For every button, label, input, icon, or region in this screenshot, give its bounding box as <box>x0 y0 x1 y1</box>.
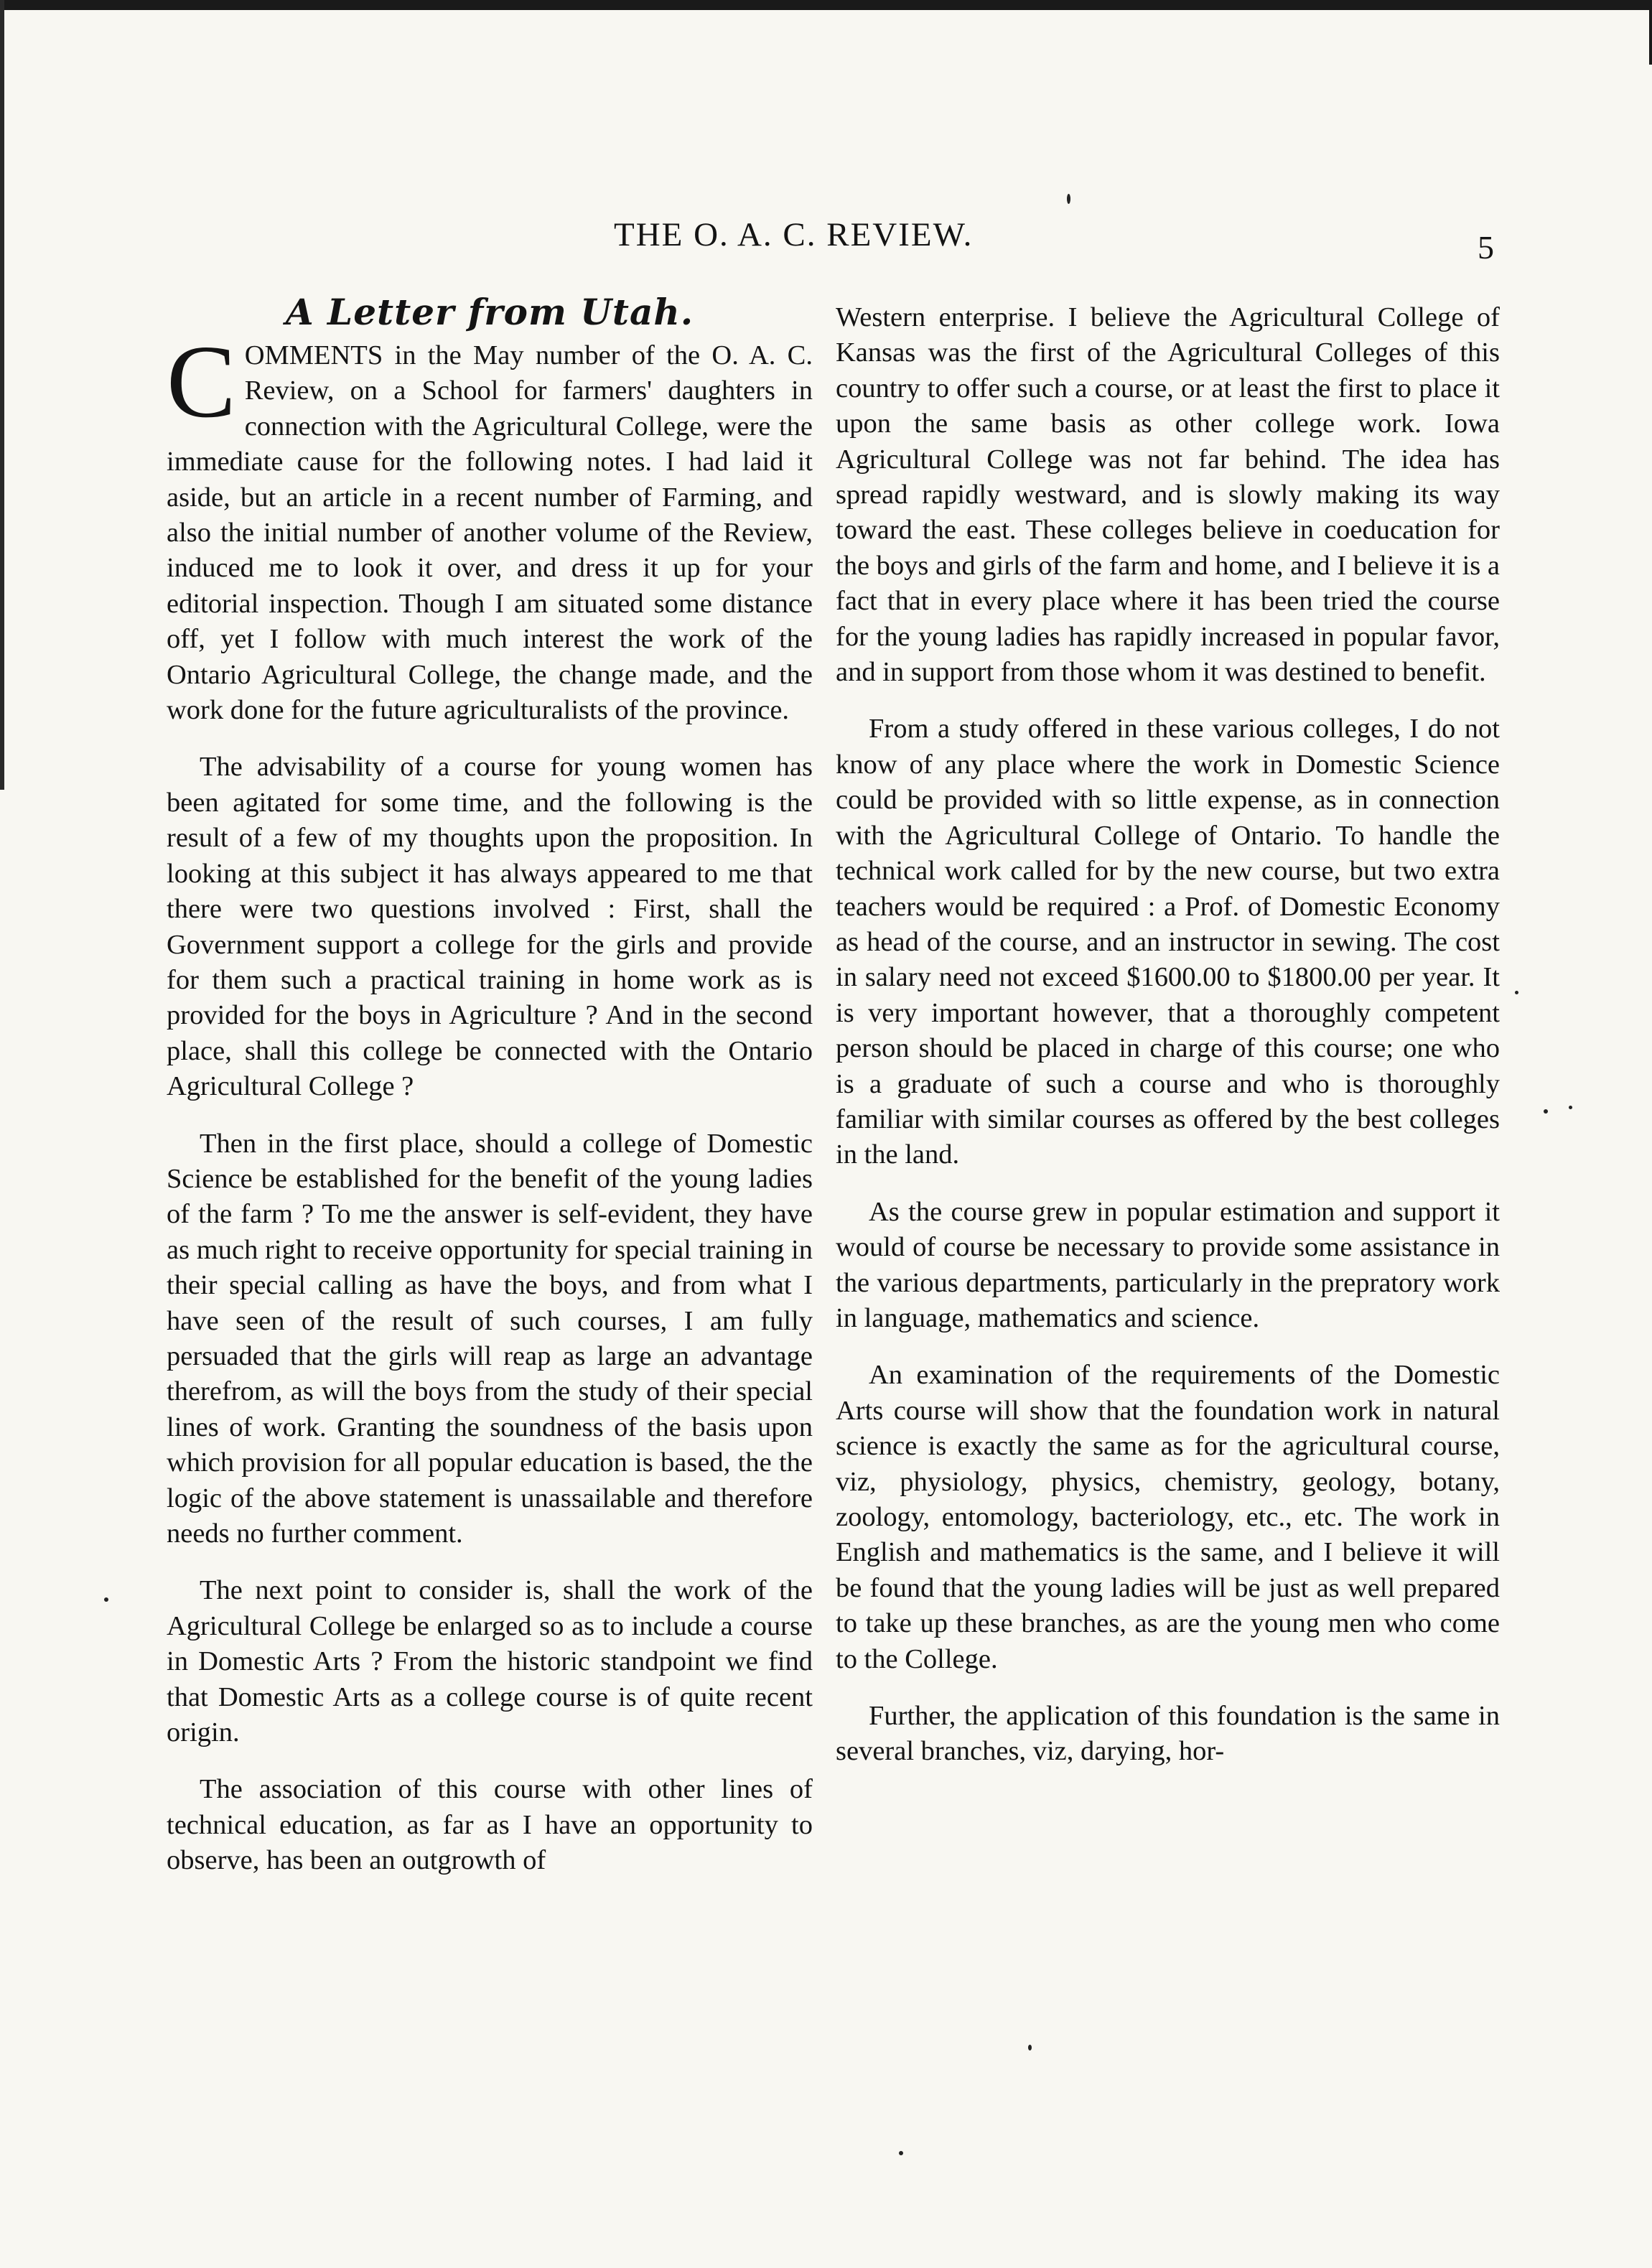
article-paragraph: The next point to consider is, shall the work of the Agricultural College be enlarged so as to include a course in Domestic Arts ? From the historic standpoint we find that Domestic Arts as a college course is of quite recent origin. <box>167 1575 813 1748</box>
article-title: A Letter from Utah. <box>285 291 694 333</box>
article-paragraph <box>167 325 813 728</box>
paragraph-text: OMMENTS in the May number of the O. A. C. Review, on a School for farmers' daughters in connection with the Agricultural College, were the immediate cause for the following notes. I had laid it aside, but an article in a recent number of Farming, and also the initial number of another volume of the Review, induced me to look it over, and dress it up for your editorial inspection. Though I am situated some distance off, yet I follow with much interest the work of the Ontario Agricultural College, the change made, and the work done for the future agriculturalists of the province. <box>167 340 813 726</box>
scan-speck <box>899 2151 903 2155</box>
article-paragraph: The advisability of a course for young women has been agitated for some time, and the following is the result of a few of my thoughts upon the proposition. In looking at this subject it has always appeared to me that there were two questions involved : First, shall the Government support a college for the girls and provide for them such a practical training in home work as is provided for the boys in Agriculture ? And in the second place, shall this college be connected with the Ontario Agricultural College ? <box>167 752 813 1102</box>
article-paragraph-continued: Western enterprise. I believe the Agricultural College of Kansas was the first of the Agricultural Colleges of this country to offer such a course, or at least the first to place it upon the same basis as other college work. Iowa Agricultural College was not far behind. The idea has spread rapidly westward, and is slowly making its way toward the east. These colleges believe in coeducation for the boys and girls of the farm and home, and I believe it is a fact that in every place where it has been tried the course for the young ladies has rapidly increased in popular favor, and in support from those whom it was destined to benefit. <box>836 302 1500 688</box>
page-number: 5 <box>1478 229 1494 266</box>
article-column-right <box>836 300 1500 1791</box>
scan-speck <box>1544 1109 1548 1114</box>
scan-speck <box>1569 1106 1572 1109</box>
article-paragraph: From a study offered in these various colleges, I do not know of any place where the work in Domestic Science could be provided with so little expense, as in connection with the Agricultural College of Ontario. To handle the technical work called for by the new course, but two extra teachers would be required : a Prof. of Domestic Economy as head of the course, and an instructor in sewing. The cost in salary need not exceed $1600.00 to $1800.00 per year. It is very important however, that a thoroughly competent person should be placed in charge of this course; one who is a graduate of such a course and who is thoroughly familiar with similar courses as offered by the best colleges in the land. <box>836 714 1500 1170</box>
scan-speck <box>1067 194 1070 204</box>
scan-edge-left <box>0 0 4 790</box>
scan-edge-right <box>1649 0 1652 65</box>
scan-speck <box>104 1597 108 1602</box>
scan-speck <box>1515 991 1518 994</box>
article-column-left <box>167 291 813 1900</box>
running-head: THE O. A. C. REVIEW. <box>614 216 974 253</box>
article-paragraph: The association of this course with other lines of technical education, as far as I have an opportunity to observe, has been an outgrowth of <box>167 1774 813 1876</box>
scan-speck <box>1028 2045 1032 2050</box>
drop-cap: C <box>167 325 236 439</box>
article-paragraph: An examination of the requirements of the Domestic Arts course will show that the foundation work in natural science is exactly the same as for the agricultural course, viz, physiology, physics, chemistry, geology, botany, zoology, entomology, bacteriology, etc., etc. The work in English and mathematics is the same, and I believe it will be found that the young ladies will be just as well prepared to take up these branches, as are the young men who come to the College. <box>836 1360 1500 1674</box>
article-paragraph: Further, the application of this foundation is the same in several branches, viz, darying, hor- <box>836 1701 1500 1767</box>
article-paragraph: As the course grew in popular estimation and support it would of course be necessary to provide some assistance in the various departments, particularly in the prepratory work in language, mathematics and science. <box>836 1196 1500 1333</box>
article-paragraph: Then in the first place, should a college of Domestic Science be established for the benefit of the young ladies of the farm ? To me the answer is self-evident, they have as much right to receive opportunity for special training in their special calling as have the boys, and from what I have seen of the result of such courses, I am fully persuaded that the girls will reap as large an advantage therefrom, as will the boys from the study of their special lines of work. Granting the soundness of the basis upon which provision for all popular education is based, the the logic of the above statement is unassailable and therefore needs no further comment. <box>167 1128 813 1549</box>
scan-edge-top <box>0 0 1652 10</box>
